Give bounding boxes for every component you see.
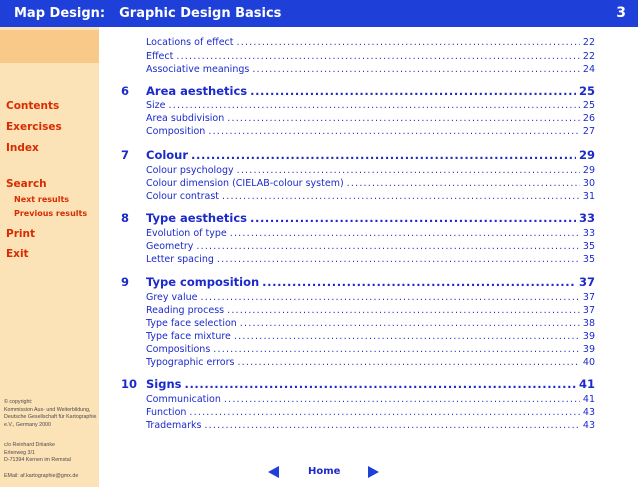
leader-dots	[250, 84, 576, 98]
nav-index[interactable]: Index	[6, 142, 39, 154]
toc-entry-page: 35	[582, 254, 595, 265]
toc-entry[interactable]	[146, 64, 595, 75]
chapter-title: Type aesthetics	[146, 211, 248, 225]
leader-dots	[237, 37, 580, 48]
leader-dots	[347, 178, 580, 189]
document-title	[14, 6, 281, 21]
toc-entry-page: 37	[582, 292, 595, 303]
page-navigation	[268, 464, 380, 482]
leader-dots	[230, 228, 580, 239]
toc-entry-page: 41	[582, 394, 595, 405]
toc-entry[interactable]	[146, 178, 595, 189]
nav-print[interactable]: Print	[6, 228, 35, 240]
copyright-line: Deutsche Gesellschaft für Kartographie	[4, 414, 97, 421]
chapter-title: Type composition	[146, 275, 260, 289]
toc-entry-page: 43	[582, 407, 595, 418]
toc-entry[interactable]	[146, 254, 595, 265]
chapter-title: Colour	[146, 148, 189, 162]
copyright-line: © copyright:	[4, 399, 33, 405]
nav-contents[interactable]: Contents	[6, 100, 60, 112]
toc-entry[interactable]	[146, 420, 595, 431]
chapter-page: 25	[578, 84, 595, 98]
chapter-heading[interactable]	[146, 377, 595, 391]
toc-entry-page: 25	[582, 100, 595, 111]
copyright-line: e.V., Germany 2000	[4, 421, 51, 428]
toc-entry-page: 43	[582, 420, 595, 431]
section-title: Graphic Design Basics	[119, 6, 282, 21]
toc-entry-page: 26	[582, 113, 595, 124]
toc-entry[interactable]	[146, 228, 595, 239]
toc-entry[interactable]	[146, 357, 595, 368]
leader-dots	[227, 113, 580, 124]
chapter-heading[interactable]	[146, 275, 595, 289]
toc-entry-label: Effect	[146, 51, 174, 62]
toc-entry-page: 29	[582, 165, 595, 176]
toc-entry-label: Reading process	[146, 305, 225, 316]
toc-entry[interactable]	[146, 394, 595, 405]
toc-entry[interactable]	[146, 126, 595, 137]
toc-entry-page: 39	[582, 331, 595, 342]
copyright-block	[4, 399, 98, 429]
chapter-page: 41	[578, 377, 595, 391]
toc-entry-page: 40	[582, 357, 595, 368]
title-bar	[0, 0, 638, 27]
toc-entry-label: Colour contrast	[146, 191, 220, 202]
leader-dots	[250, 211, 576, 225]
leader-dots	[185, 377, 576, 391]
toc-entry[interactable]	[146, 407, 595, 418]
leader-dots	[191, 148, 576, 162]
nav-exercises[interactable]: Exercises	[6, 121, 62, 133]
toc-entry-page: 39	[582, 344, 595, 355]
chapter-heading[interactable]	[146, 211, 595, 225]
leader-dots	[234, 331, 580, 342]
toc-entry[interactable]	[146, 241, 595, 252]
home-link[interactable]: Home	[308, 466, 341, 477]
toc-entry-label: Communication	[146, 394, 221, 405]
toc-entry[interactable]	[146, 292, 595, 303]
toc-entry-label: Compositions	[146, 344, 211, 355]
nav-previous-results[interactable]: Previous results	[14, 209, 88, 218]
toc-entry-label: Colour dimension (CIELAB-colour system)	[146, 178, 344, 189]
leader-dots	[237, 165, 580, 176]
toc-entry-label: Size	[146, 100, 166, 111]
toc-entry-label: Type face mixture	[146, 331, 231, 342]
leader-dots	[252, 64, 580, 75]
toc-entry-page: 24	[582, 64, 595, 75]
address-block	[4, 442, 98, 465]
toc-entry[interactable]	[146, 100, 595, 111]
toc-entry[interactable]	[146, 51, 595, 62]
toc-entry-page: 30	[582, 178, 595, 189]
toc-entry[interactable]	[146, 191, 595, 202]
copyright-line: Kommission Aus- und Weiterbildung,	[4, 406, 91, 413]
leader-dots	[222, 191, 580, 202]
chapter-page: 37	[578, 275, 595, 289]
toc-entry-label: Locations of effect	[146, 37, 234, 48]
chapter-number: 8	[121, 211, 130, 225]
toc-entry-label: Trademarks	[146, 420, 202, 431]
address-line: D-71394 Kernen im Remstal	[4, 457, 71, 464]
nav-search[interactable]: Search	[6, 178, 47, 190]
toc-entry-label: Composition	[146, 126, 206, 137]
toc-entry[interactable]	[146, 331, 595, 342]
email-line[interactable]: EMail: af.kartographie@gmx.de	[4, 473, 79, 479]
chapter-number: 6	[121, 84, 130, 98]
leader-dots	[217, 254, 580, 265]
address-line: Erlenweg 3/1	[4, 449, 35, 456]
nav-next-results[interactable]: Next results	[14, 195, 70, 204]
chapter-page: 33	[578, 211, 595, 225]
toc-entry[interactable]	[146, 113, 595, 124]
toc-entry-label: Evolution of type	[146, 228, 227, 239]
toc-entry-label: Area subdivision	[146, 113, 225, 124]
previous-page-icon[interactable]	[268, 466, 279, 478]
chapter-number: 9	[121, 275, 130, 289]
chapter-number: 7	[121, 148, 130, 162]
chapter-page: 29	[578, 148, 595, 162]
leader-dots	[176, 51, 580, 62]
toc-entry-page: 31	[582, 191, 595, 202]
toc-entry[interactable]	[146, 37, 595, 48]
chapter-heading[interactable]	[146, 148, 595, 162]
nav-exit[interactable]: Exit	[6, 248, 29, 260]
toc-entry-page: 22	[582, 51, 595, 62]
page-number: 3	[616, 5, 626, 21]
toc-entry-page: 33	[582, 228, 595, 239]
leader-dots	[262, 275, 576, 289]
toc-entry-page: 27	[582, 126, 595, 137]
toc-entry[interactable]	[146, 318, 595, 329]
toc-entry-label: Associative meanings	[146, 64, 250, 75]
toc-entry-label: Function	[146, 407, 187, 418]
leader-dots	[196, 241, 580, 252]
leader-dots	[224, 394, 580, 405]
leader-dots	[201, 292, 580, 303]
toc-entry-page: 22	[582, 37, 595, 48]
toc-entry-label: Colour psychology	[146, 165, 234, 176]
next-page-icon[interactable]	[368, 466, 379, 478]
chapter-title: Area aesthetics	[146, 84, 248, 98]
leader-dots	[227, 305, 580, 316]
chapter-heading[interactable]	[146, 84, 595, 98]
toc-entry-page: 35	[582, 241, 595, 252]
app-title: Map Design:	[14, 6, 106, 21]
toc-entry-label: Typographic errors	[146, 357, 235, 368]
leader-dots	[204, 420, 579, 431]
toc-entry-label: Letter spacing	[146, 254, 214, 265]
address-line: c/o Reinhard Driianke	[4, 442, 55, 448]
chapter-number: 10	[121, 377, 138, 391]
toc-entry[interactable]	[146, 344, 595, 355]
toc-entry-page: 37	[582, 305, 595, 316]
toc-entry[interactable]	[146, 305, 595, 316]
sidebar-band	[0, 30, 99, 63]
leader-dots	[208, 126, 580, 137]
toc-entry-page: 38	[582, 318, 595, 329]
chapter-title: Signs	[146, 377, 182, 391]
leader-dots	[213, 344, 580, 355]
leader-dots	[169, 100, 580, 111]
toc-entry-label: Type face selection	[146, 318, 237, 329]
toc-entry[interactable]	[146, 165, 595, 176]
toc-entry-label: Grey value	[146, 292, 198, 303]
sidebar	[0, 27, 99, 487]
toc-entry-label: Geometry	[146, 241, 194, 252]
leader-dots	[237, 357, 579, 368]
leader-dots	[240, 318, 580, 329]
leader-dots	[189, 407, 579, 418]
